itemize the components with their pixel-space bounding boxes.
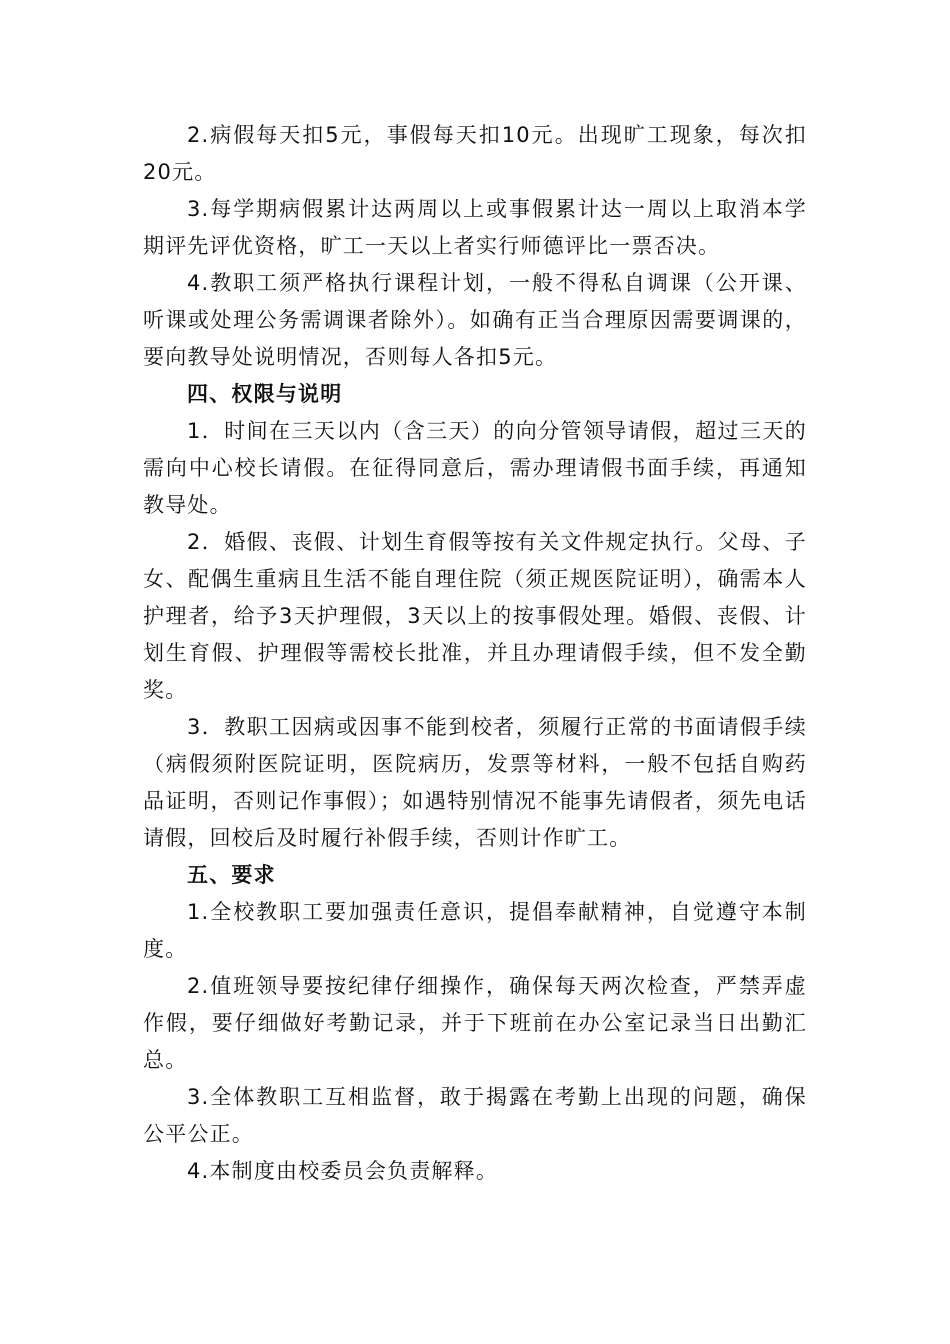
paragraph-leave-approval: 1．时间在三天以内（含三天）的向分管领导请假，超过三天的需向中心校长请假。在征得同意后，需办理请假书面手续，再通知教导处。: [143, 419, 807, 517]
paragraph-requirement-2: 2.值班领导要按纪律仔细操作，确保每天两次检查，严禁弄虚作假，要仔细做好考勤记录，并于下班前在办公室记录当日出勤汇总。: [143, 974, 807, 1072]
paragraph-course-schedule-rule: 4.教职工须严格执行课程计划，一般不得私自调课（公开课、听课或处理公务需调课者除外）。如确有正当合理原因需要调课的，要向教导处说明情况，否则每人各扣5元。: [143, 271, 807, 369]
paragraph-sick-leave-deduction: 2.病假每天扣5元，事假每天扣10元。出现旷工现象，每次扣20元。: [143, 123, 807, 184]
section-heading-requirements: 五、要求: [187, 863, 276, 887]
paragraph-requirement-3: 3.全体教职工互相监督，敢于揭露在考勤上出现的问题，确保公平公正。: [143, 1085, 807, 1146]
section-heading-permissions: 四、权限与说明: [187, 382, 343, 406]
paragraph-special-leave: 2．婚假、丧假、计划生育假等按有关文件规定执行。父母、子女、配偶生重病且生活不能自理住院（须正规医院证明），确需本人护理者，给予3天护理假，3天以上的按事假处理。婚假、丧假、计划生育假、护理假等需校长批准，并且办理请假手续，但不发全勤奖。: [143, 530, 807, 702]
paragraph-requirement-1: 1.全校教职工要加强责任意识，提倡奉献精神，自觉遵守本制度。: [143, 900, 807, 961]
paragraph-leave-procedure: 3．教职工因病或因事不能到校者，须履行正常的书面请假手续（病假须附医院证明，医院病历，发票等材料，一般不包括自购药品证明，否则记作事假）；如遇特别情况不能事先请假者，须先电话请假，回校后及时履行补假手续，否则计作旷工。: [143, 715, 807, 850]
document-body: [143, 117, 807, 1190]
paragraph-requirement-4: 4.本制度由校委员会负责解释。: [187, 1159, 499, 1183]
paragraph-leave-cumulative-rule: 3.每学期病假累计达两周以上或事假累计达一周以上取消本学期评先评优资格，旷工一天以上者实行师德评比一票否决。: [143, 197, 807, 258]
